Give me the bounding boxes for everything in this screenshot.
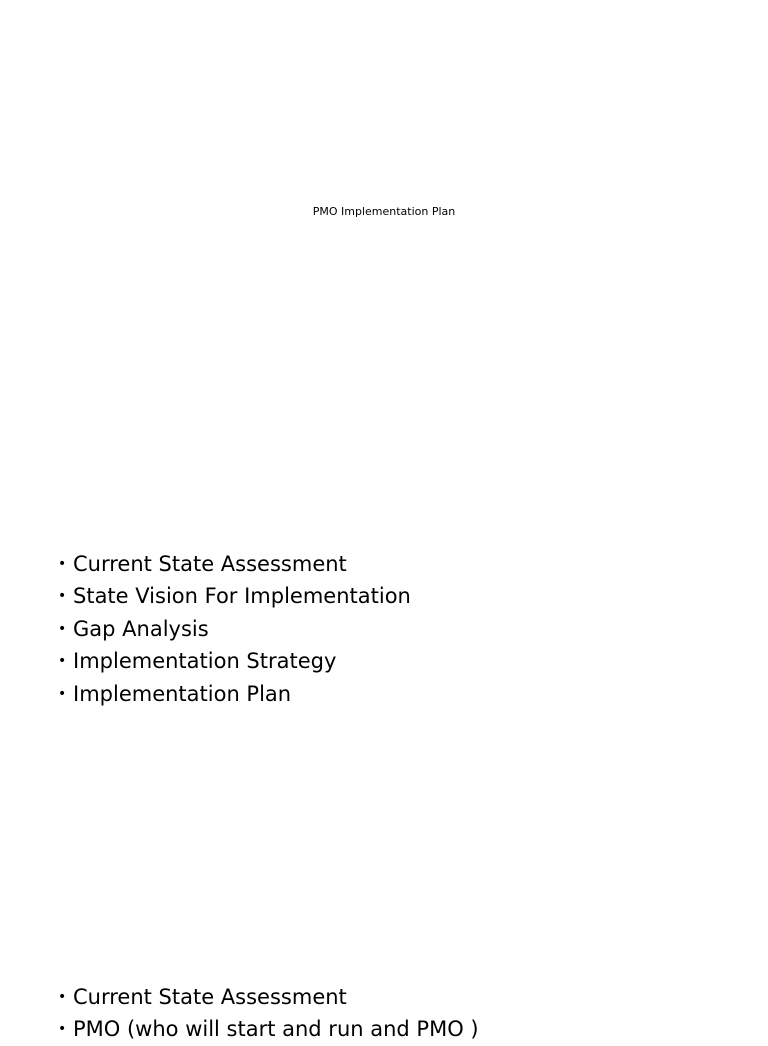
bullet-icon: • [58,588,67,605]
list-item [58,1013,479,1045]
list-item-label: PMO (who will start and run and PMO ) [73,1017,479,1042]
bullet-icon: • [58,685,67,702]
bullet-icon: • [58,620,67,637]
list-item-label: Gap Analysis [73,616,209,641]
bullet-icon: • [58,989,67,1005]
list-item-label: Current State Assessment [73,985,347,1009]
list-item [58,645,411,677]
second-bullet-list [58,981,479,1046]
list-item [58,981,479,1013]
list-item-label: Current State Assessment [73,552,347,576]
list-item-label: Implementation Plan [73,681,292,706]
list-item-label: State Vision For Implementation [73,584,411,609]
list-item-label: Implementation Strategy [73,649,337,674]
list-item [58,678,411,710]
list-item [58,548,411,580]
list-item [58,613,411,645]
bullet-icon: • [58,556,67,572]
slide-title: PMO Implementation Plan [312,205,456,218]
agenda-bullet-list [58,548,411,710]
bullet-icon: • [58,1021,67,1038]
list-item [58,580,411,612]
bullet-icon: • [58,653,67,670]
